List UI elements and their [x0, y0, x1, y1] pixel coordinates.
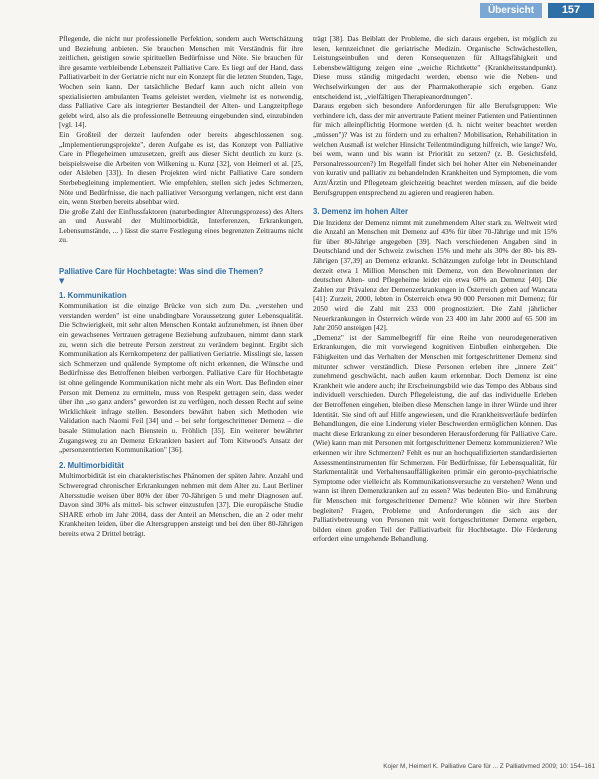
paragraph: Pflegende, die nicht nur professionelle Perfektion, sondern auch Wertschätzung und Beziehung anbieten. Sie brauchen Menschen mit Verständnis für ihre zeitlichen, geistigen sowie spirituellen Bedürfnisse und Nöte. Sie brauchen für ihre gesamte verbleibende Lebenszeit Palliative Care. Es liegt auf der Hand, dass Palliativarbeit in der Geriatrie nicht nur ein Konzept für die letzten Stunden, Tage, Wochen sein kann. Der tatsächliche Bedarf kann auch nicht allein von spezialisierten ambulanten Teams geleistet werden, vielmehr ist es notwendig, dass Palliative Care als integrierter Bestandteil der Alten- und Langzeitpflege gelebt wird, also als die professionelle Betreuung eingebunden sind, einzubinden [vgl. 14]. [59, 34, 303, 130]
paragraph: Multimorbidität ist ein charakteristisches Phänomen der späten Jahre. Anzahl und Schweregrad chronischer Erkrankungen nehmen mit dem Alter zu. Laut Berliner Altersstudie weisen über 80% der über 70-Jährigen 5 und mehr Diagnosen auf. Davon sind 30% als mittel- bis schwer einzustufen [37]. Die europäische Studie SHARE erhob im Jahr 2004, dass der Anteil an Menschen, die an 2 oder mehr Krankheiten leiden, über die Altersgruppen ansteigt und bei den über 80-Jährigen bereits etwa 2 Drittel beträgt. [59, 471, 303, 538]
subsection-heading: 3. Demenz im hohen Alter [313, 207, 409, 217]
paragraph: „Demenz" ist der Sammelbegriff für eine Reihe von neurodegenerativen Erkrankungen, die mit vorwiegend kognitiven Einbußen einhergehen. Die Fähigkeiten und das Verhalten der Menschen mit fortgeschrittener Demenz sind mitunter schwer verständlich. Diese Personen erleben ihre „innere Zeit" zunehmend geschwächt, nach außen kaum erkennbar. Doch Demenz ist eine Krankheit wie andere auch; ihr Erscheinungsbild wie das Tempo des Abbaus sind individuell verschieden. Durch Pflegeleistung, die auf das individuelle Erleben der Betroffenen eingehen, bleiben diese Menschen lange in ihrer Würde und ihrer Identität. Sie sind oft auf Hilfe angewiesen, und die Krankheitsverläufe bedürfen Behandlungen, die eine Linderung vieler Beschwerden ermöglichen können. Das macht diese Erkrankung zu einer besonderen Herausforderung für Palliative Care. (Wie) kann man mit Personen mit fortgeschrittener Demenz kommunizieren? Wie erkennen wir ihre Schmerzen? Fehlt es nur an hochqualifizierten standardisierten Assessmentinstrumenten für Schmerzen. Für Bedürfnisse, für Lebensqualität, für Starkmentalität und Verhaltensauffälligkeiten primär ein geronto-psychiatrische Symptome oder vielleicht als Kommunikationsversuche zu verstehen? Wenn und wann ist ihren Demenzkranken auf zu essen? Was bedeuten Bio- und Ernährung für Menschen mit fortgeschrittener Demenz? Wie können wir ihre Sterben begleiten? Fragen, Probleme und Anforderungen die sich aus der Palliativbetreuung von Personen mit weit fortgeschrittener Demenz ergeben, bilden einen großen Teil der Palliativarbeit für Hochbetagte. Die Förderung erfordert eine umgehende Behandlung. [313, 332, 557, 544]
paragraph: Die Inzidenz der Demenz nimmt mit zunehmendem Alter stark zu. Weltweit wird die Anzahl an Menschen mit Demenz auf 43% für über 70-Jährige und mit 15% für über 80-Jährige angegeben [39]. Nach verschiedenen Angaben sind in Deutschland und der Schweiz zwischen 15% und mehr als 30% der 80- bis 89-Jährigen [37,39] an Demenz erkrankt. Schätzungen zufolge lebt in Deutschland derzeit etwa 1 Million Menschen mit Demenz, von den Bewohnerinnen der deutschen Alten- und Pflegeheime leidet ein etwa 60% an Demenz [40]. Die Zahlen zur Prävalenz der Demenzerkrankungen in Österreich geben auf Wancata [41]: Zurzeit, 2000, lebten in Österreich etwa 90 000 Personen mit Demenz; für 2050 wird die Zahl mit 233 000 prognostiziert. Die Zahl jährlicher Neuerkrankungen in Österreich würde von 23 400 im Jahr 2000 auf 65 500 im Jahr 2050 ansteigen [42]. [313, 217, 557, 333]
left-column [59, 34, 303, 539]
right-column [313, 34, 557, 544]
arrow-down-icon: ▼ [59, 276, 65, 285]
paragraph: Kommunikation ist die einzige Brücke von sich zum Du. „verstehen und verstanden werden" ist eine unabdingbare Voraussetzung guter Lebensqualität. Die Schwierigkeit, mit sehr alten Menschen Kontakt aufzunehmen, ist ihnen über ein gewachsenes Vertrauen getragene Beziehung aufzubauen, nimmt dann stark zu, wenn sich die betreute Person zerstreut zu verändern beginnt. Ergibt sich Kommunikation als Kernkompetenz der palliativen Geriatrie. Misslingt sie, lassen sich Schmerzen und quälende Symptome oft nicht erkennen, die Wünsche und Bedürfnisse des Betroffenen bleiben verborgen. Palliative Care für Hochbetagte ist ohne gelingende Kommunikation nicht mehr als ein Wort. Das Befinden einer Person mit Demenz zu ermitteln, muss von Respekt getragen sein, dass weder über ihn „so ganz anders" geworden ist zu verfügen, noch dessen Recht auf seine Wirklichkeit infrage stellen. Besonders bewährt haben sich Methoden wie Validation nach Naomi Feil [34] und – bei sehr fortgeschrittener Demenz – die basale Stimulation nach Bienstein u. Fröhlich [35]. Ein weiterer bewährter Zugangsweg zu an Demenz Erkrankten basiert auf Tom Kitwood's Ansatz der „personzentrierten Kommunikation" [36]. [59, 301, 303, 455]
section-heading: Palliative Care für Hochbetagte: Was sind die Themen? [59, 267, 264, 277]
paragraph: Daraus ergeben sich besondere Anforderungen für alle Berufsgruppen: Wie verhindere ich, dass der mir anvertraute Patient meiner Patienten und Patientinnen für mich alleinpflichtig Hormone werden (d. h. nicht weiter beachtet werden „müssen")? Was ist zu fördern und zu erhalten? Mobilisation, Rehabilitation in welchen Ausmaß ist welcher Hinsicht Teilentmündigung hilfreich, wie lange? Wo, bei wem, wann und bis wann ist Priorität zu setzen? (z. B. Gesichtsfeld, Personalressourcen?) Im Regelfall findet sich bei hoher Alter ein Nebeneinander von kurativ und palliativ zu behandelnden Krankheiten und Symptomen, die vom Arzt/Ärztin und Pflegeteam gleichzeitig beachtet werden müssen, auf die beide Berufsgruppen entsprechend zu agieren und reagieren haben. [313, 101, 557, 197]
subsection-heading: 2. Multimorbidität [59, 460, 124, 470]
section-label: Übersicht [480, 3, 542, 18]
subsection-heading: 1. Kommunikation [59, 290, 127, 300]
paragraph: trägt [38]. Das Beiblatt der Probleme, die sich daraus ergeben, ist möglich zu lesen, kennzeichnet die geriatrische Medizin. Organische Schwächestellen, Leistungseinbußen und deren Konsequenzen für Alltagsfähigkeit und Lebensbewältigung zeigen eine „weiche Richtkette" (Krankheitsstandpunkt). Diese muss ständig mitgedacht werden, ebenso wie die Neben- und Wechselwirkungen der aus der Pharmakotherapie sich ergeben. Ganz entscheidend ist, „vielfältigen Therapieanordnungen". [313, 34, 557, 101]
running-header [0, 0, 599, 20]
paragraph: Ein Großteil der derzeit laufenden oder bereits abgeschlossenen sog. „Implementierungsprojekte", deren Aufgabe es ist, das Konzept von Palliative Care in Pflegeheimen umzusetzen, greift aus dieser Sicht deutlich zu kurz (s. beispielsweise die Arbeiten von Wilkening u. Kunz [32], von Heimerl et al. [25, oder Alsleben [33]). In diesen Projekten wird nicht Palliative Care sondern Sterbebegleitung implementiert. Wie empfehlen, stellen sich jedes Schmerzen, Nöte und Bedürfnisse, die nach palliativer Versorgung verlangen, nicht erst dann ein, wenn Sterben bereits absehbar wird. [59, 129, 303, 207]
paragraph: Die große Zahl der Einflussfaktoren (naturbedingter Alterungsprozess) des Alters an und Auswahl der Multimorbidität, Interferenzen, Erkrankungen, Lebensumstände, ... ) lässt die starre Festlegung eines begrenzten Zeitraums nicht zu. [59, 206, 303, 245]
page-number: 157 [548, 3, 594, 18]
footer-citation: Kojer M, Heimerl K. Palliative Care für ... Z Palliativmed 2009; 10: 154–161 [383, 763, 595, 770]
